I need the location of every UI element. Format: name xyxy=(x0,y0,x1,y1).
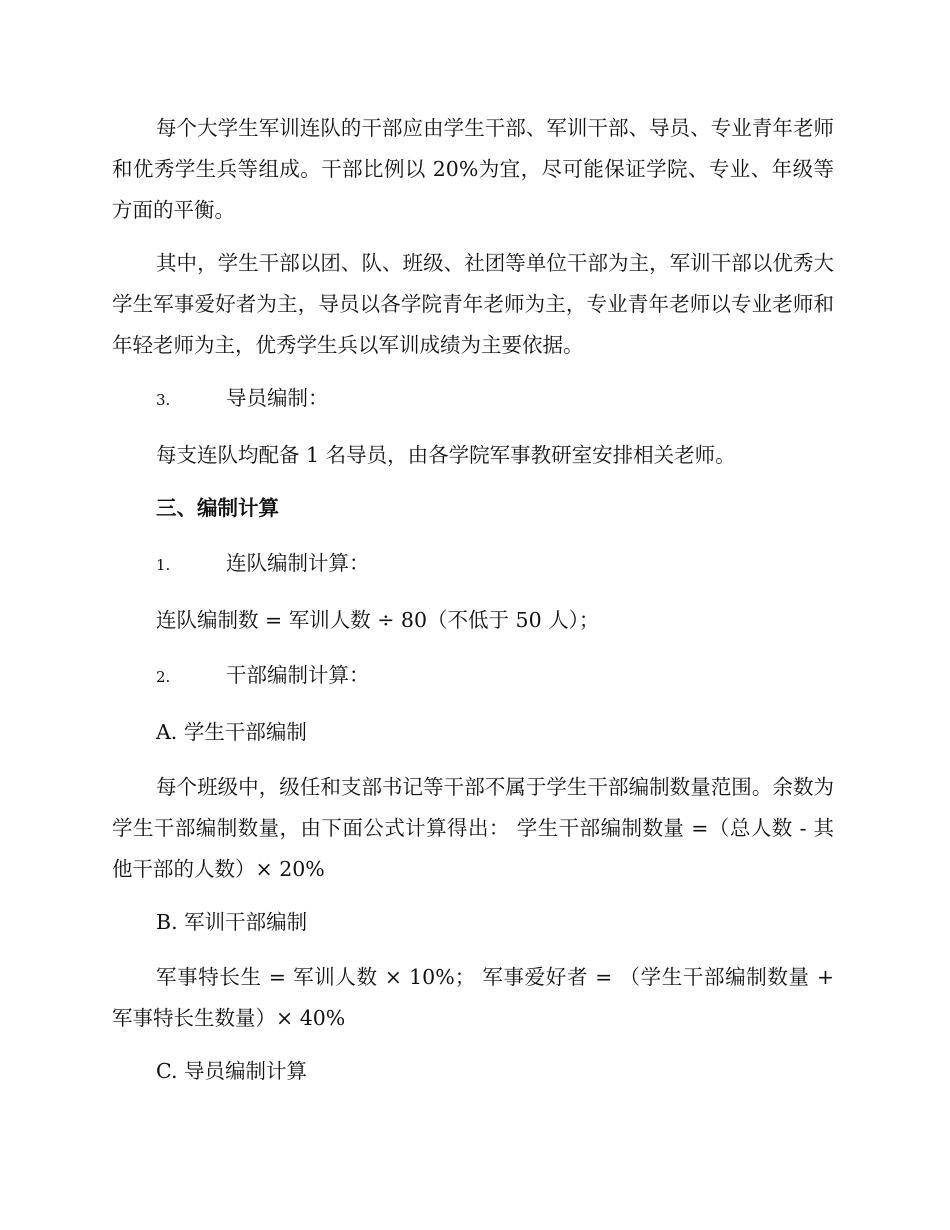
list-item-cadre-calculation xyxy=(112,655,834,698)
section-heading-calculation: 三、编制计算 xyxy=(156,496,279,520)
subheading-training-cadre: B. 军训干部编制 xyxy=(156,910,308,934)
paragraph-cadre-sources: 其中，学生干部以团、队、班级、社团等单位干部为主，军训干部以优秀大学生军事爱好者为主，导员以各学院青年老师为主，专业青年老师以专业老师和年轻老师为主，优秀学生兵以军训成绩为主要依据。 xyxy=(112,251,834,357)
paragraph-cadre-composition: 每个大学生军训连队的干部应由学生干部、军训干部、导员、专业青年老师和优秀学生兵等组成。干部比例以 20%为宜，尽可能保证学院、专业、年级等方面的平衡。 xyxy=(112,116,834,222)
paragraph-instructor-rule: 每支连队均配备 1 名导员，由各学院军事教研室安排相关老师。 xyxy=(156,443,736,467)
list-number: 3. xyxy=(156,391,171,409)
list-number: 2. xyxy=(156,668,171,686)
list-item-label: 干部编制计算： xyxy=(226,663,370,687)
list-item-company-calculation xyxy=(112,543,834,586)
subheading-student-cadre: A. 学生干部编制 xyxy=(156,720,307,744)
document-body xyxy=(112,108,834,1106)
paragraph-student-cadre-formula: 每个班级中，级任和支部书记等干部不属于学生干部编制数量范围。余数为学生干部编制数量，由下面公式计算得出： 学生干部编制数量 =（总人数 - 其他干部的人数）× 20% xyxy=(112,775,834,881)
list-item-instructor-staffing xyxy=(112,378,834,421)
paragraph-training-cadre-formula: 军事特长生 = 军训人数 × 10%； 军事爱好者 = （学生干部编制数量 + 军事特长生数量）× 40% xyxy=(112,965,834,1030)
list-number: 1. xyxy=(156,556,171,574)
list-item-label: 连队编制计算： xyxy=(226,551,370,575)
subheading-instructor-calculation: C. 导员编制计算 xyxy=(156,1059,307,1083)
formula-company-count: 连队编制数 = 军训人数 ÷ 80（不低于 50 人）； xyxy=(156,608,600,632)
list-item-label: 导员编制： xyxy=(226,386,329,410)
